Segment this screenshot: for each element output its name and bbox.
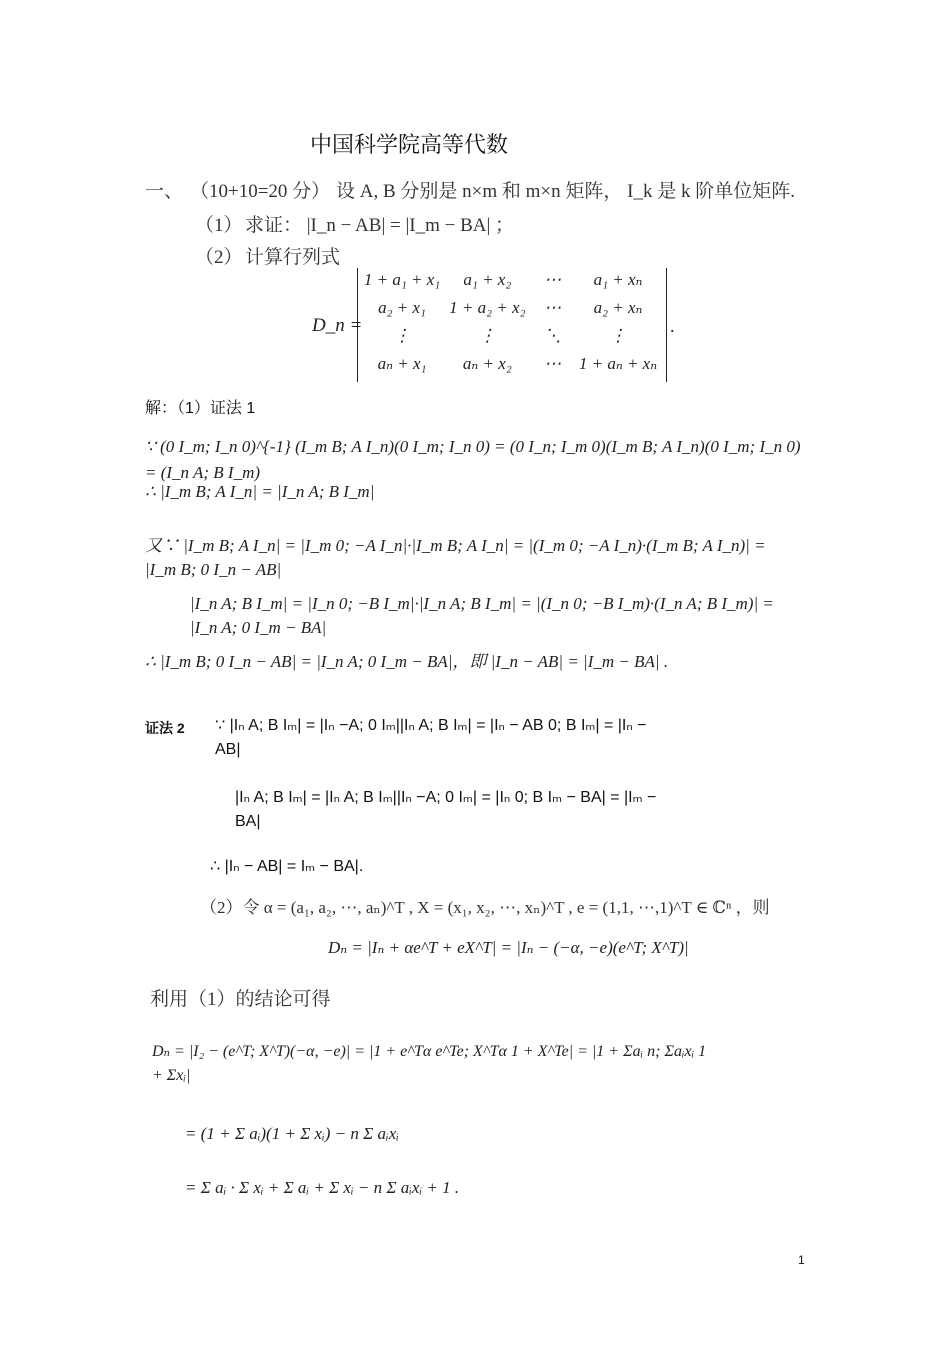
page-title: 中国科学院高等代数: [310, 132, 509, 157]
dn-cell: ⋯: [544, 298, 562, 317]
solution-label: 解：（1）证法 1: [145, 400, 256, 417]
part2-use: 利用（1）的结论可得: [150, 989, 331, 1010]
part2-equation-1: Dₙ = |I₂ − (e^T; X^T)(−α, −e)| = |1 + e^Tα e^Te; X^Tα 1 + X^Te| = |1 + Σaᵢ n; Σaᵢxᵢ 1 + Σxᵢ|: [152, 1043, 707, 1084]
dn-cell: ⋮: [393, 326, 411, 345]
dn-cell: aₙ + x₂: [462, 354, 512, 373]
dn-cell: ⋯: [544, 270, 562, 289]
part2-dn: Dₙ = |Iₙ + αe^T + eX^T| = |Iₙ − (−α, −e)(e^T; X^T)|: [328, 938, 689, 957]
part2-text: 计算行列式: [245, 247, 341, 268]
part2-equation-2: = (1 + Σ aᵢ)(1 + Σ xᵢ) − n Σ aᵢxᵢ: [185, 1124, 399, 1143]
dn-cell: 1 + aₙ + xₙ: [578, 354, 658, 373]
dn-cell: ⋮: [478, 326, 496, 345]
dn-cell: ⋯: [544, 354, 562, 373]
dn-cell: 1 + a₂ + x₂: [449, 298, 526, 317]
dn-cell: a₁ + x₂: [463, 270, 512, 289]
solution-also-line-1: 又∵ |I_m B; A I_n| = |I_m 0; −A I_n|·|I_m B; A I_n| = |(I_m 0; −A I_n)·(I_m B; A I_n)| = |I_m B; 0 I_n − AB|: [145, 536, 766, 579]
method2-conclude: ∴ |Iₙ − AB| = Iₘ − BA|.: [210, 858, 364, 875]
dn-row-4: [358, 354, 666, 382]
dn-period: .: [670, 316, 675, 336]
dn-cell: a₂ + x₁: [378, 298, 426, 317]
part2-label: （2）: [195, 247, 243, 268]
dn-cell: ⋱: [544, 326, 562, 345]
dn-determinant: [357, 268, 667, 382]
method2-line-2: |Iₙ A; B Iₘ| = |Iₙ A; B Iₘ||Iₙ −A; 0 Iₘ| = |Iₙ 0; B Iₘ − BA| = |Iₘ − BA|: [235, 789, 657, 830]
part2-equation-3: = Σ aᵢ · Σ xᵢ + Σ aᵢ + Σ xᵢ − n Σ aᵢxᵢ + 1 .: [185, 1178, 460, 1197]
solution-also-line-2: |I_n A; B I_m| = |I_n 0; −B I_m|·|I_n A; B I_m| = |(I_n 0; −B I_m)·(I_n A; B I_m)| = |I_n A; 0 I_m − BA|: [190, 594, 774, 637]
dn-cell: ⋮: [609, 326, 627, 345]
dn-row-3: [358, 326, 666, 354]
method2-line-1: ∵ |Iₙ A; B Iₘ| = |Iₙ −A; 0 Iₘ||Iₙ A; B Iₘ| = |Iₙ − AB 0; B Iₘ| = |Iₙ − AB|: [215, 717, 647, 758]
problem-points: （10+10=20 分）: [190, 181, 331, 202]
problem-statement: 设 A, B 分别是 n×m 和 m×n 矩阵， I_k 是 k 阶单位矩阵.: [336, 181, 795, 202]
part2-intro: （2）令 α = (a₁, a₂, ⋯, aₙ)^T , X = (x₁, x₂, ⋯, xₙ)^T , e = (1,1, ⋯,1)^T ∈ ℂⁿ ，则: [200, 898, 770, 917]
part1-text: 求证： |I_n − AB| = |I_m − BA| ；: [245, 215, 515, 236]
dn-row-1: [358, 268, 666, 298]
method2-label: 证法 2: [145, 720, 185, 736]
dn-lhs: D_n =: [312, 315, 363, 336]
dn-cell: a₂ + xₙ: [593, 298, 643, 317]
dn-cell: 1 + a₁ + x₁: [363, 270, 441, 289]
part1-label: （1）: [195, 215, 243, 236]
dn-cell: a₁ + xₙ: [593, 270, 643, 289]
solution-therefore-line: ∴ |I_m B; A I_n| = |I_n A; B I_m|: [145, 482, 375, 501]
page-number: 1: [798, 1253, 805, 1267]
solution-conclude-line: ∴ |I_m B; 0 I_n − AB| = |I_n A; 0 I_m − BA|，即 |I_n − AB| = |I_m − BA| .: [145, 652, 669, 671]
dn-cell: aₙ + x₁: [377, 354, 427, 373]
dn-row-2: [358, 298, 666, 326]
solution-because-line: ∵ (0 I_m; I_n 0)^{-1} (I_m B; A I_n)(0 I_m; I_n 0) = (0 I_n; I_m 0)(I_m B; A I_n)(0 I_m; I_n 0) = (I_n A; B I_m): [145, 437, 801, 482]
problem-number: 一、: [145, 181, 184, 202]
